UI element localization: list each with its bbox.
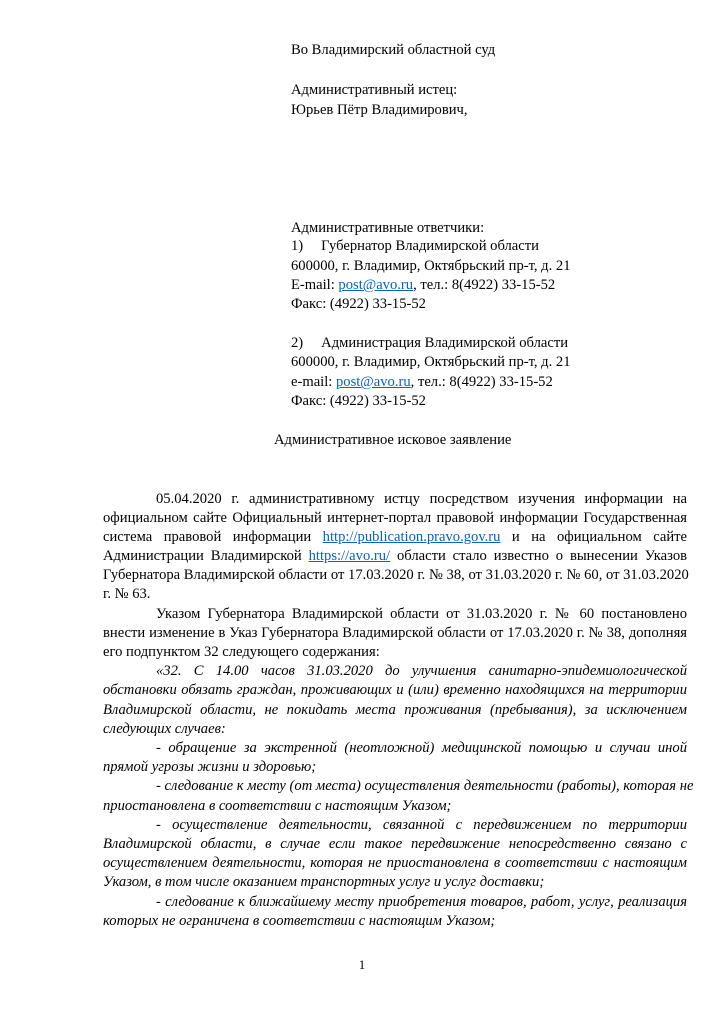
court-addressee: Во Владимирский областной суд xyxy=(291,42,496,58)
respondents-label: Административные ответчики: xyxy=(291,220,485,236)
quote-line-11: осуществлением деятельности, которая не приостановлена в соответствии с настоящим xyxy=(103,855,687,871)
quote-line-7: - следование к месту (от места) осуществления деятельности (работы), которая не xyxy=(156,778,694,794)
p1-line-4-text-a: Администрации Владимирской xyxy=(103,548,309,564)
p2-line-2: внести изменение в Указ Губернатора Владимирской области от 17.03.2020 г. № 38, дополняя xyxy=(103,625,687,641)
respondent-1-email-label: E-mail: xyxy=(291,277,339,293)
pravo-gov-link[interactable]: http://publication.pravo.gov.ru xyxy=(322,529,501,545)
p1-line-4-text-b: области стало известно о вынесении Указов xyxy=(390,548,688,564)
quote-line-4: следующих случаев: xyxy=(103,721,226,737)
respondent-1-number: 1) xyxy=(291,238,304,254)
quote-line-12: Указом, в том числе оказанием транспортных услуг и услуг доставки; xyxy=(103,874,545,890)
quote-line-6: прямой угрозы жизни и здоровью; xyxy=(103,759,317,775)
p2-line-3: его подпунктом 32 следующего содержания: xyxy=(103,644,380,660)
p2-line-1: Указом Губернатора Владимирской области от 31.03.2020 г. № 60 постановлено xyxy=(156,606,687,622)
p1-line-4 xyxy=(103,546,687,566)
plaintiff-label: Административный истец: xyxy=(291,82,458,98)
p1-line-6: г. № 63. xyxy=(103,586,151,602)
respondent-2-fax: Факс: (4922) 33-15-52 xyxy=(291,393,426,409)
p1-line-3-text-b: и на официальном сайте xyxy=(500,529,687,545)
p1-line-3-text-a: система правовой информации xyxy=(103,529,323,545)
quote-line-9: - осуществление деятельности, связанной с передвижением по территории xyxy=(156,817,687,833)
quote-line-2: обстановки обязать граждан, проживающих и (или) временно находящихся на территории xyxy=(103,682,687,698)
respondent-1-title: Губернатор Владимирской области xyxy=(321,238,539,254)
respondent-1-contacts xyxy=(291,275,555,295)
respondent-2-phone: , тел.: 8(4922) 33-15-52 xyxy=(410,374,553,390)
respondent-1-address: 600000, г. Владимир, Октябрьский пр-т, д. 21 xyxy=(291,258,571,274)
respondent-2-email-label: e-mail: xyxy=(291,374,336,390)
plaintiff-name: Юрьев Пётр Владимирович, xyxy=(291,102,468,118)
quote-line-5: - обращение за экстренной (неотложной) медицинской помощью и случаи иной xyxy=(156,740,687,756)
quote-line-10: Владимирской области, в случае если такое передвижение непосредственно связано с xyxy=(103,836,687,852)
respondent-2-name xyxy=(291,333,568,353)
respondent-1-name xyxy=(291,236,539,256)
avo-ru-link[interactable]: https://avo.ru/ xyxy=(308,548,391,564)
respondent-1-phone: , тел.: 8(4922) 33-15-52 xyxy=(413,277,556,293)
respondent-2-contacts xyxy=(291,372,553,392)
respondent-2-address: 600000, г. Владимир, Октябрьский пр-т, д. 21 xyxy=(291,354,571,370)
p1-line-1: 05.04.2020 г. административному истцу посредством изучения информации на xyxy=(156,491,687,507)
p1-line-5: Губернатора Владимирской области от 17.03.2020 г. № 38, от 31.03.2020 г. № 60, от 31.03.2020 xyxy=(103,567,689,583)
p1-line-2: официальном сайте Официальный интернет-портал правовой информации Государственная xyxy=(103,510,687,526)
document-title: Административное исковое заявление xyxy=(274,432,512,448)
quote-line-14: которых не ограничена в соответствии с настоящим Указом; xyxy=(103,913,496,929)
page-number: 1 xyxy=(358,957,366,972)
quote-line-1: «32. С 14.00 часов 31.03.2020 до улучшения санитарно-эпидемиологической xyxy=(156,663,687,679)
respondent-1-fax: Факс: (4922) 33-15-52 xyxy=(291,296,426,312)
quote-line-8: приостановлена в соответствии с настоящим Указом; xyxy=(103,798,452,814)
respondent-2-number: 2) xyxy=(291,335,304,351)
quote-line-3: Владимирской области, не покидать места проживания (пребывания), за исключением xyxy=(103,702,687,718)
p1-line-3 xyxy=(103,527,687,547)
respondent-2-title: Администрация Владимирской области xyxy=(321,335,569,351)
quote-line-13: - следование к ближайшему месту приобретения товаров, работ, услуг, реализация xyxy=(156,894,687,910)
respondent-1-email-link[interactable]: post@avo.ru xyxy=(338,277,414,293)
respondent-2-email-link[interactable]: post@avo.ru xyxy=(335,374,411,390)
